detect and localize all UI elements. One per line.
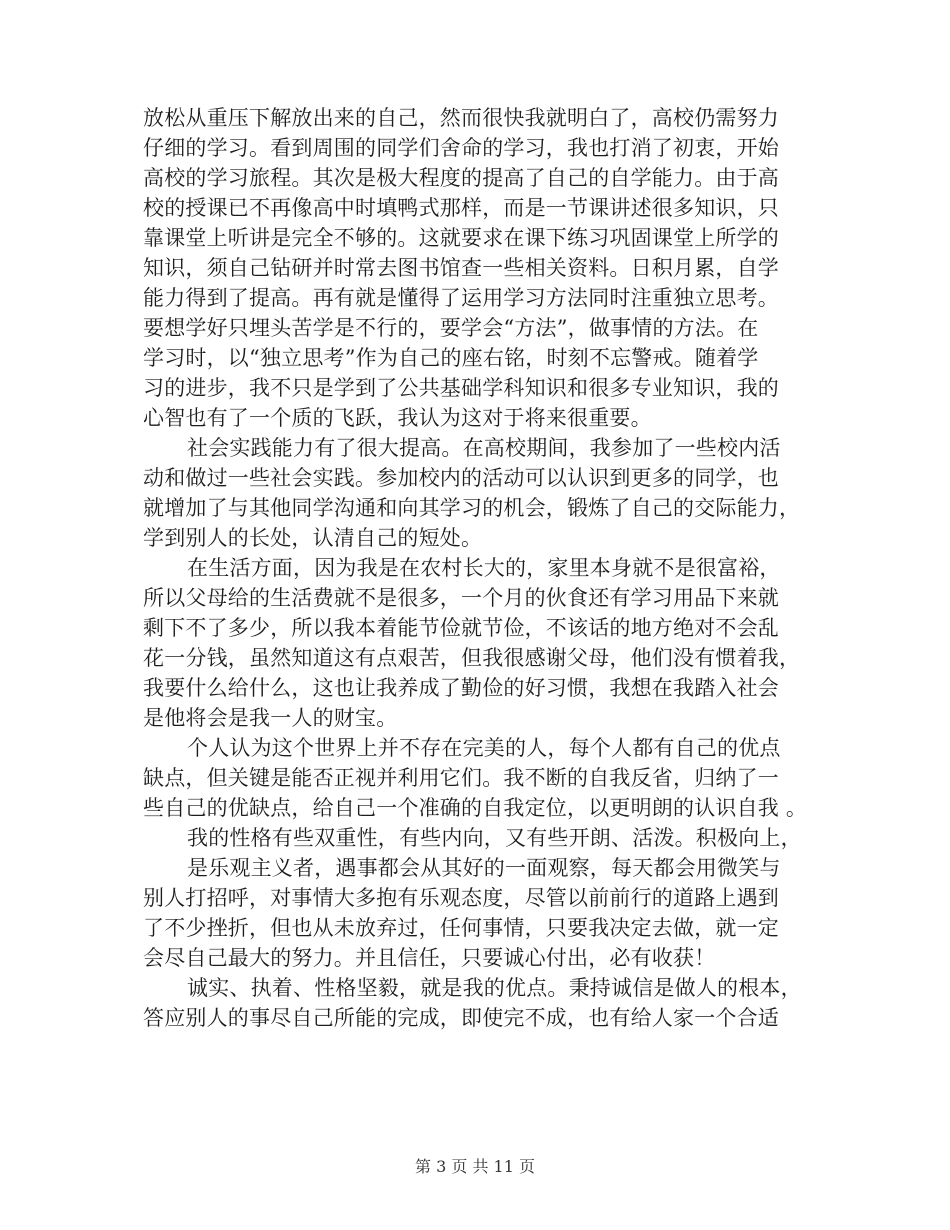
text-line: 我要什么给什么，这也让我养成了勤俭的好习惯，我想在我踏入社会 [143,676,779,700]
text-line: 学习时，以“独立思考”作为自己的座右铭，时刻不忘警戒。随着学 [143,346,759,370]
text-line: 社会实践能力有了很大提高。在高校期间，我参加了一些校内活 [187,436,781,460]
text-line: 动和做过一些社会实践。参加校内的活动可以认识到更多的同学，也 [143,466,779,490]
text-line: 习的进步，我不只是学到了公共基础学科知识和很多专业知识，我的 [143,376,779,400]
text-line: 就增加了与其他同学沟通和向其学习的机会，锻炼了自己的交际能力， [143,496,801,520]
text-line: 会尽自己最大的努力。并且信任，只要诚心付出，必有收获！ [143,946,716,970]
text-line: 了不少挫折，但也从未放弃过，任何事情，只要我决定去做，就一定 [143,916,779,940]
text-line: 能力得到了提高。再有就是懂得了运用学习方法同时注重独立思考。 [143,286,779,310]
text-line: 仔细的学习。看到周围的同学们舍命的学习，我也打消了初衷，开始 [143,136,779,160]
text-line: 缺点，但关键是能否正视并利用它们。我不断的自我反省，归纳了一 [143,766,779,790]
body-text [143,103,823,1033]
text-line: 个人认为这个世界上并不存在完美的人，每个人都有自己的优点 [187,736,781,760]
text-line: 所以父母给的生活费就不是很多，一个月的伙食还有学习用品下来就 [143,586,779,610]
text-line: 我的性格有些双重性，有些内向，又有些开朗、活泼。积极向上， [187,826,802,850]
text-line: 学到别人的长处，认清自己的短处。 [143,526,483,550]
text-line: 放松从重压下解放出来的自己，然而很快我就明白了，高校仍需努力 [143,106,779,130]
text-line: 花一分钱，虽然知道这有点艰苦，但我很感谢父母，他们没有惯着我， [143,646,801,670]
text-line: 心智也有了一个质的飞跃，我认为这对于将来很重要。 [143,406,652,430]
text-line: 在生活方面，因为我是在农村长大的，家里本身就不是很富裕， [187,556,781,580]
text-line: 别人打招呼，对事情大多抱有乐观态度，尽管以前前行的道路上遇到 [143,886,779,910]
text-line: 剩下不了多少，所以我本着能节俭就节俭，不该话的地方绝对不会乱 [143,616,779,640]
text-line: 答应别人的事尽自己所能的完成，即使完不成，也有给人家一个合适 [143,1006,779,1030]
text-line: 校的授课已不再像高中时填鸭式那样，而是一节课讲述很多知识，只 [143,196,779,220]
text-line: 是乐观主义者，遇事都会从其好的一面观察，每天都会用微笑与 [187,856,781,880]
text-line: 高校的学习旅程。其次是极大程度的提高了自己的自学能力。由于高 [143,166,779,190]
text-line: 知识，须自己钻研并时常去图书馆查一些相关资料。日积月累，自学 [143,256,779,280]
text-line: 些自己的优缺点，给自己一个准确的自我定位，以更明朗的认识自我 。 [143,796,808,820]
text-line: 诚实、执着、性格坚毅，就是我的优点。秉持诚信是做人的根本， [187,976,802,1000]
page-number-footer: 第 3 页 共 11 页 [415,1157,535,1176]
text-line: 靠课堂上听讲是完全不够的。这就要求在课下练习巩固课堂上所学的 [143,226,779,250]
text-line: 是他将会是我一人的财宝。 [143,706,398,730]
text-line: 要想学好只埋头苦学是不行的，要学会“方法”，做事情的方法。在 [143,316,759,340]
